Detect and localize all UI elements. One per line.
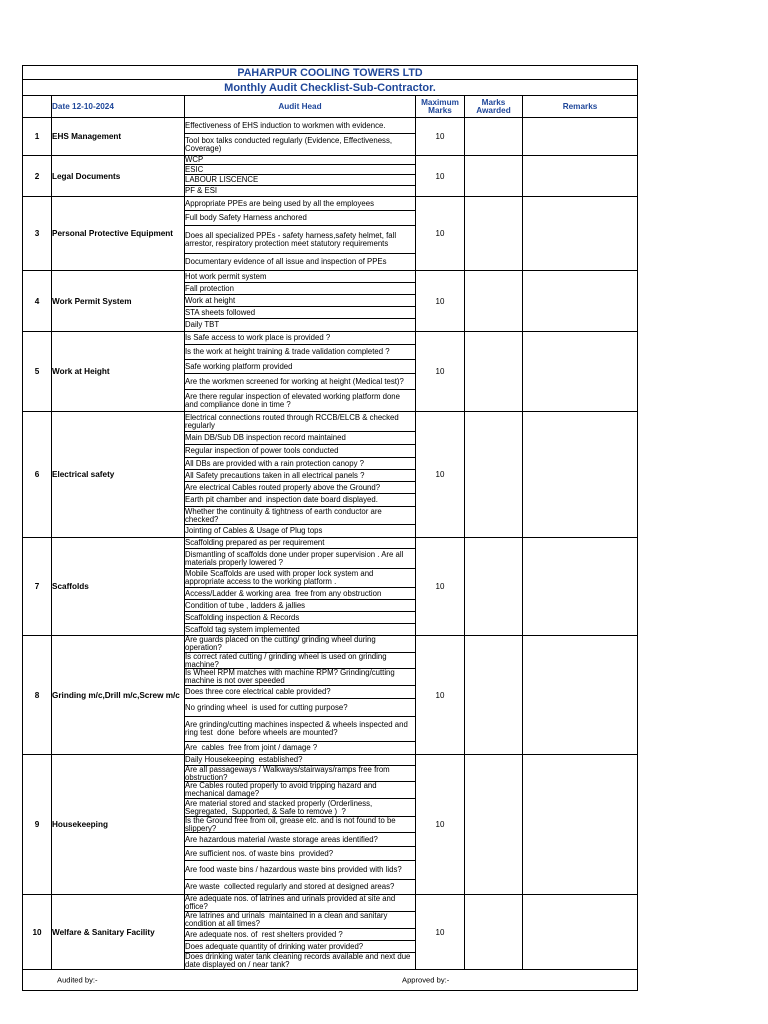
- section-number: 8: [34, 690, 40, 700]
- company-title: PAHARPUR COOLING TOWERS LTD: [237, 66, 423, 79]
- audit-item-text: PF & ESI: [185, 186, 218, 195]
- audit-item: [184, 318, 416, 332]
- maximum-marks-value: 10: [435, 470, 445, 479]
- marks-awarded-cell: [464, 537, 523, 636]
- audit-item-text: Fall protection: [185, 283, 234, 293]
- audit-item: [184, 359, 416, 374]
- audit-item-text: Documentary evidence of all issue and inspection of PPEs: [185, 257, 387, 266]
- maximum-marks-value: 10: [435, 171, 445, 181]
- marks-awarded-label: Marks Awarded: [476, 97, 511, 115]
- remarks-label: Remarks: [562, 101, 598, 111]
- maximum-marks-value: 10: [435, 367, 445, 376]
- audit-item-text: Does all specialized PPEs - safety harness,safety helmet, fall arrestor, respiratory protection meet statutory requirements: [185, 230, 399, 248]
- section-number: 3: [34, 229, 40, 238]
- audit-item: [184, 117, 416, 134]
- audit-item: [184, 635, 416, 653]
- section-category-cell: [51, 270, 185, 332]
- remarks-cell: [522, 117, 638, 156]
- section-number: 7: [34, 582, 40, 591]
- audit-item-text: Jointing of Cables & Usage of Plug tops: [185, 526, 323, 535]
- audit-item-text: Daily TBT: [185, 320, 220, 329]
- audit-item: [184, 698, 416, 717]
- audit-item: [184, 196, 416, 211]
- section-number-cell: [22, 117, 52, 156]
- audit-item: [184, 548, 416, 569]
- audit-item-text: Main DB/Sub DB inspection record maintained: [185, 433, 346, 442]
- document-title: Monthly Audit Checklist-Sub-Contractor.: [224, 81, 436, 94]
- marks-awarded-cell: [464, 196, 523, 271]
- marks-awarded-cell: [464, 117, 523, 156]
- audit-item-text: Are grinding/cutting machines inspected & wheels inspected and ring test done before wheels are mounted?: [185, 720, 410, 737]
- audit-item-text: WCP: [185, 155, 204, 164]
- audit-item: [184, 568, 416, 588]
- maximum-marks-value: 10: [435, 229, 445, 238]
- audit-item-text: Dismantling of scaffolds done under proper supervision . Are all materials properly lowered ?: [185, 549, 406, 567]
- remarks-cell: [522, 155, 638, 197]
- section-number-cell: [22, 196, 52, 271]
- audit-item-text: Are waste collected regularly and stored at designed areas?: [185, 882, 395, 891]
- audit-item: [184, 444, 416, 458]
- section-category-cell: [51, 117, 185, 156]
- section-number-cell: [22, 894, 52, 970]
- maximum-marks-cell: [415, 894, 465, 970]
- section-category-cell: [51, 331, 185, 412]
- section-number-cell: [22, 754, 52, 895]
- remarks-cell: [522, 270, 638, 332]
- audit-item: [184, 911, 416, 929]
- audit-item: [184, 952, 416, 970]
- section-category: Housekeeping: [52, 820, 108, 829]
- audit-item-text: Is the work at height training & trade validation completed ?: [185, 347, 390, 356]
- header-maximum-marks-cell: [415, 95, 465, 118]
- audit-item-text: Regular inspection of power tools conducted: [185, 446, 339, 455]
- section-number: 6: [34, 470, 40, 479]
- audit-item-text: Does three core electrical cable provided?: [185, 687, 331, 696]
- section-category: Electrical safety: [52, 470, 115, 479]
- audit-item-text: Tool box talks conducted regularly (Evidence, Effectiveness, Coverage): [185, 135, 395, 153]
- remarks-cell: [522, 894, 638, 970]
- maximum-marks-cell: [415, 537, 465, 636]
- audit-item-text: Does drinking water tank cleaning records available and next due date displayed on / near tank?: [185, 952, 413, 969]
- document-title-row: [22, 79, 638, 96]
- audit-item: [184, 741, 416, 755]
- marks-awarded-cell: [464, 754, 523, 895]
- audit-item-text: Daily Housekeeping established?: [185, 755, 303, 764]
- audit-item: [184, 389, 416, 412]
- audit-item-text: ESIC: [185, 164, 204, 174]
- section-category: Personal Protective Equipment: [52, 229, 174, 238]
- audit-item-text: Are all passageways / Walkways/stairways/ramps free from obstruction?: [185, 764, 392, 782]
- section-number: 4: [34, 296, 40, 306]
- audit-item: [184, 524, 416, 538]
- audit-item-text: Earth pit chamber and inspection date board displayed.: [185, 495, 378, 504]
- maximum-marks-cell: [415, 331, 465, 412]
- audit-item-text: LABOUR LISCENCE: [185, 175, 259, 184]
- maximum-marks-value: 10: [435, 820, 445, 829]
- audit-item: [184, 798, 416, 817]
- marks-awarded-cell: [464, 894, 523, 970]
- audit-item: [184, 716, 416, 742]
- audit-item-text: Scaffold tag system implemented: [185, 624, 300, 634]
- audit-item: [184, 668, 416, 686]
- audit-item-text: Are electrical Cables routed properly above the Ground?: [185, 482, 381, 492]
- maximum-marks-value: 10: [435, 132, 445, 141]
- section-category-cell: [51, 754, 185, 895]
- audit-item: [184, 765, 416, 782]
- maximum-marks-value: 10: [435, 927, 445, 937]
- audit-item-text: Scaffolding inspection & Records: [185, 612, 300, 622]
- audit-item-text: Safe working platform provided: [185, 361, 293, 371]
- section-category-cell: [51, 196, 185, 271]
- section-number-cell: [22, 331, 52, 412]
- audit-item: [184, 506, 416, 525]
- audit-item: [184, 816, 416, 833]
- audit-item-text: Access/Ladder & working area free from any obstruction: [185, 588, 382, 598]
- section-category: Grinding m/c,Drill m/c,Screw m/c: [52, 690, 180, 700]
- section-category-cell: [51, 537, 185, 636]
- section-number-cell: [22, 411, 52, 538]
- maximum-marks-value: 10: [435, 690, 445, 700]
- signature-footer: [22, 969, 638, 991]
- maximum-marks-cell: [415, 196, 465, 271]
- section-category: Work Permit System: [52, 296, 132, 306]
- audit-item-text: Are adequate nos. of rest shelters provided ?: [185, 929, 343, 939]
- audited-by-label: Audited by:-: [57, 975, 98, 985]
- audit-item-text: No grinding wheel is used for cutting purpose?: [185, 702, 348, 712]
- audit-item: [184, 431, 416, 445]
- marks-awarded-cell: [464, 635, 523, 755]
- audit-head-label: Audit Head: [278, 101, 322, 111]
- audit-item: [184, 253, 416, 271]
- audit-item-text: Are food waste bins / hazardous waste bins provided with lids?: [185, 865, 402, 874]
- audit-item-text: Mobile Scaffolds are used with proper lock system and appropriate access to the working platform .: [185, 569, 376, 586]
- marks-awarded-cell: [464, 331, 523, 412]
- header-number-cell: [22, 95, 52, 118]
- audit-item-text: Whether the continuity & tightness of earth conductor are checked?: [185, 506, 384, 524]
- audit-item-text: Are Cables routed properly to avoid tripping hazard and mechanical damage?: [185, 781, 379, 798]
- section-category: Legal Documents: [52, 171, 121, 181]
- audit-item: [184, 652, 416, 669]
- audit-item-text: Is the Ground free from oil, grease etc. and is not found to be slippery?: [185, 815, 398, 833]
- audit-item-text: Are the workmen screened for working at height (Medical test)?: [185, 376, 404, 386]
- audit-item-text: Are latrines and urinals maintained in a clean and sanitary condition at all times?: [185, 911, 390, 928]
- audit-item-text: Is Safe access to work place is provided ?: [185, 333, 331, 342]
- audit-item: [184, 331, 416, 345]
- audit-item-text: Hot work permit system: [185, 271, 267, 281]
- audit-item-text: Work at height: [185, 295, 236, 305]
- remarks-cell: [522, 331, 638, 412]
- maximum-marks-cell: [415, 117, 465, 156]
- remarks-cell: [522, 411, 638, 538]
- audit-item-text: Appropriate PPEs are being used by all the employees: [185, 198, 374, 208]
- audit-item-text: Electrical connections routed through RCCB/ELCB & checked regularly: [185, 412, 401, 430]
- company-title-row: [22, 65, 638, 80]
- audit-item: [184, 832, 416, 847]
- audit-item-text: Is correct rated cutting / grinding wheel is used on grinding machine?: [185, 651, 389, 669]
- remarks-cell: [522, 754, 638, 895]
- marks-awarded-cell: [464, 411, 523, 538]
- approved-by-label: Approved by:-: [402, 975, 450, 985]
- header-marks-awarded-cell: [464, 95, 523, 118]
- audit-item: [184, 781, 416, 799]
- maximum-marks-cell: [415, 270, 465, 332]
- audit-item-text: Are adequate nos. of latrines and urinals provided at site and office?: [185, 894, 398, 911]
- audit-item-text: STA sheets followed: [185, 307, 256, 317]
- remarks-cell: [522, 196, 638, 271]
- section-number: 9: [34, 820, 40, 829]
- audit-item: [184, 846, 416, 861]
- audit-item-text: Full body Safety Harness anchored: [185, 213, 307, 222]
- header-date-cell: [51, 95, 185, 118]
- audit-item: [184, 894, 416, 912]
- audit-item-text: Effectiveness of EHS induction to workmen with evidence.: [185, 120, 386, 130]
- audit-item-text: Condition of tube , ladders & jallies: [185, 600, 306, 610]
- audit-item-text: Are guards placed on the cutting/ grinding wheel during operation?: [185, 635, 378, 652]
- maximum-marks-cell: [415, 635, 465, 755]
- header-remarks-cell: [522, 95, 638, 118]
- audit-item-text: All DBs are provided with a rain protection canopy ?: [185, 458, 364, 468]
- maximum-marks-label: Maximum Marks: [421, 97, 459, 115]
- section-category: Scaffolds: [52, 582, 89, 591]
- audit-item-text: Are material stored and stacked properly (Orderliness, Segregated, Supported, & Safe to remove ) ?: [185, 798, 375, 816]
- marks-awarded-cell: [464, 155, 523, 197]
- audit-item: [184, 133, 416, 156]
- section-category: Welfare & Sanitary Facility: [52, 927, 155, 937]
- audit-item-text: Are cables free from joint / damage ?: [185, 743, 318, 752]
- audit-item: [184, 879, 416, 895]
- maximum-marks-cell: [415, 411, 465, 538]
- section-category-cell: [51, 635, 185, 755]
- section-category: Work at Height: [52, 367, 110, 376]
- audit-item-text: All Safety precautions taken in all electrical panels ?: [185, 470, 365, 480]
- remarks-cell: [522, 537, 638, 636]
- audit-date: Date 12-10-2024: [52, 101, 114, 111]
- maximum-marks-cell: [415, 754, 465, 895]
- section-number-cell: [22, 155, 52, 197]
- maximum-marks-cell: [415, 155, 465, 197]
- section-category: EHS Management: [52, 132, 122, 141]
- header-audit-head-cell: [184, 95, 416, 118]
- section-number: 10: [32, 927, 42, 937]
- audit-item-text: Are there regular inspection of elevated working platform done and compliance done in time ?: [185, 391, 403, 409]
- audit-item-text: Are sufficient nos. of waste bins provided?: [185, 848, 334, 858]
- audit-item: [184, 860, 416, 880]
- section-number-cell: [22, 270, 52, 332]
- remarks-cell: [522, 635, 638, 755]
- audit-item: [184, 373, 416, 390]
- marks-awarded-cell: [464, 270, 523, 332]
- audit-item: [184, 685, 416, 699]
- section-category-cell: [51, 411, 185, 538]
- maximum-marks-value: 10: [435, 296, 445, 306]
- audit-item-text: Are hazardous material /waste storage areas identified?: [185, 834, 378, 844]
- audit-item: [184, 493, 416, 507]
- section-category-cell: [51, 894, 185, 970]
- audit-item: [184, 225, 416, 254]
- audit-item: [184, 344, 416, 360]
- audit-item-text: Scaffolding prepared as per requirement: [185, 538, 325, 547]
- section-number-cell: [22, 635, 52, 755]
- maximum-marks-value: 10: [435, 582, 445, 591]
- section-number: 5: [34, 367, 40, 376]
- audit-item-text: Is Wheel RPM matches with machine RPM? Grinding/cutting machine is not over speeded: [185, 668, 397, 685]
- section-number: 1: [34, 132, 40, 141]
- audit-item: [184, 210, 416, 226]
- audit-item: [184, 411, 416, 432]
- section-number-cell: [22, 537, 52, 636]
- section-number: 2: [34, 171, 40, 181]
- section-category-cell: [51, 155, 185, 197]
- audit-item-text: Does adequate quantity of drinking water provided?: [185, 941, 364, 951]
